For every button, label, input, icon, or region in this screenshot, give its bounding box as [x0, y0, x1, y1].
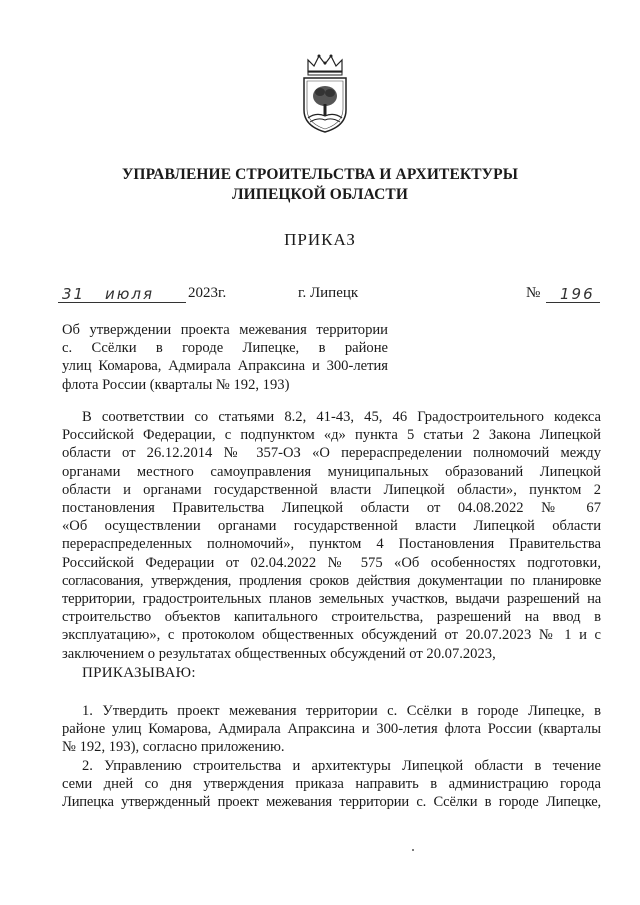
preamble-line: эксплуатацию», с протоколом общественных обсуждений от 20.07.2023 № 1 и с	[62, 627, 601, 644]
scan-speck	[412, 849, 414, 851]
city-name: г. Липецк	[298, 285, 359, 301]
subject-line: с. Ссёлки в городе Липецке, в районе	[62, 340, 388, 357]
item-line: Липецка утвержденный проект межевания территории с. Ссёлки в городе Липецке,	[62, 794, 601, 811]
number-underline	[546, 302, 600, 303]
date-year: 2023г.	[188, 285, 227, 301]
item-line: 1. Утвердить проект межевания территории с. Ссёлки в городе Липецке, в	[82, 703, 601, 719]
number-label: №	[526, 285, 541, 301]
preamble-line: постановления Правительства Липецкой области от 04.08.2022 № 67	[62, 500, 601, 517]
subject-line: Об утверждении проекта межевания территории	[62, 322, 388, 338]
preamble-line: области от 26.12.2014 № 357-ОЗ «О перераспределении полномочий между	[62, 445, 601, 462]
subject-line: флота России (кварталы № 192, 193)	[62, 376, 290, 393]
preamble-line: Российской Федерации от 02.04.2022 № 575 «Об особенностях подготовки,	[62, 554, 601, 571]
number-handwritten: 196	[560, 285, 595, 303]
org-name-line2: ЛИПЕЦКОЙ ОБЛАСТИ	[232, 186, 408, 203]
preamble-line: области и органами государственной власти Липецкой области», пунктом 2	[62, 481, 601, 498]
preamble-line: территории, градостроительных планов земельных участков, выдачи разрешений на	[62, 591, 601, 608]
item-line: районе улиц Комарова, Адмирала Апраксина и 300-летия флота России (кварталы	[62, 721, 601, 738]
date-month-handwritten: июля	[105, 285, 154, 303]
preamble-line: В соответствии со статьями 8.2, 41-43, 45, 46 Градостроительного кодекса	[82, 409, 601, 425]
org-name-line1: УПРАВЛЕНИЕ СТРОИТЕЛЬСТВА И АРХИТЕКТУРЫ	[121, 166, 519, 183]
document-type-title: ПРИКАЗ	[284, 230, 356, 249]
decree-heading: ПРИКАЗЫВАЮ:	[82, 665, 196, 681]
item-line: № 192, 193), согласно приложению.	[62, 739, 285, 756]
date-day-handwritten: 31	[62, 285, 86, 303]
order-item-1	[62, 702, 601, 757]
subject-line: улиц Комарова, Адмирала Апраксина и 300-летия	[62, 358, 388, 375]
preamble-line: перераспределенных полномочий», пунктом 4 Постановления Правительства	[62, 536, 601, 553]
item-line: семи дней со дня утверждения приказа направить в администрацию города	[62, 776, 601, 793]
preamble-paragraph	[62, 408, 601, 663]
preamble-line: «Об осуществлении органами государственной власти Липецкой области	[62, 518, 601, 535]
preamble-line: согласования, утверждения, продления сроков действия документации по планировке	[62, 572, 601, 589]
preamble-line: Российской Федерации, с подпунктом «д» пункта 5 статьи 2 Закона Липецкой	[62, 427, 601, 444]
order-subject	[62, 321, 388, 394]
lipetsk-coat-of-arms-icon	[298, 52, 352, 136]
date-underline	[58, 302, 186, 303]
order-item-2	[62, 757, 601, 812]
preamble-line: органами местного самоуправления муниципальных образований Липецкой	[62, 463, 601, 480]
preamble-line: заключением о результатах общественных обсуждений от 20.07.2023,	[62, 645, 496, 662]
preamble-line: строительство объектов капитального строительства, разрешений на ввод в	[62, 609, 601, 626]
item-line: 2. Управлению строительства и архитектуры Липецкой области в течение	[82, 758, 601, 774]
